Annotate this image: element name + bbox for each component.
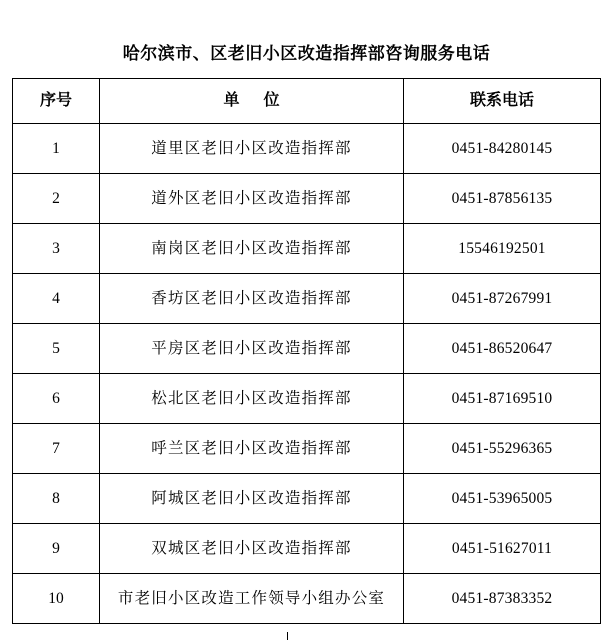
- table-row: [13, 124, 601, 174]
- table-body: [13, 124, 601, 624]
- cell-index: 1: [13, 124, 100, 174]
- cell-index: 10: [13, 574, 100, 624]
- table-row: [13, 274, 601, 324]
- cell-unit: 呼兰区老旧小区改造指挥部: [100, 424, 404, 474]
- cell-tel: 0451-55296365: [404, 424, 601, 474]
- cell-index: 7: [13, 424, 100, 474]
- cell-index: 9: [13, 524, 100, 574]
- cell-tel: 0451-87267991: [404, 274, 601, 324]
- table-row: [13, 574, 601, 624]
- table-header-row: [13, 79, 601, 124]
- table-row: [13, 524, 601, 574]
- cell-unit: 市老旧小区改造工作领导小组办公室: [100, 574, 404, 624]
- cell-index: 5: [13, 324, 100, 374]
- cell-tel: 0451-87856135: [404, 174, 601, 224]
- table-row: [13, 474, 601, 524]
- column-header-unit: 单 位: [100, 79, 404, 124]
- cell-index: 6: [13, 374, 100, 424]
- cell-unit: 道里区老旧小区改造指挥部: [100, 124, 404, 174]
- cell-unit: 香坊区老旧小区改造指挥部: [100, 274, 404, 324]
- cell-unit: 南岗区老旧小区改造指挥部: [100, 224, 404, 274]
- cell-unit: 双城区老旧小区改造指挥部: [100, 524, 404, 574]
- table-row: [13, 424, 601, 474]
- contact-phone-table: [12, 78, 601, 624]
- cell-tel: 15546192501: [404, 224, 601, 274]
- cell-tel: 0451-53965005: [404, 474, 601, 524]
- table-row: [13, 224, 601, 274]
- cell-index: 3: [13, 224, 100, 274]
- cell-index: 4: [13, 274, 100, 324]
- cell-tel: 0451-87383352: [404, 574, 601, 624]
- cell-tel: 0451-86520647: [404, 324, 601, 374]
- cell-unit: 阿城区老旧小区改造指挥部: [100, 474, 404, 524]
- table-row: [13, 324, 601, 374]
- table-bottom-divider: [287, 632, 290, 640]
- cell-tel: 0451-51627011: [404, 524, 601, 574]
- table-row: [13, 174, 601, 224]
- cell-index: 2: [13, 174, 100, 224]
- cell-tel: 0451-84280145: [404, 124, 601, 174]
- column-header-index: 序号: [13, 79, 100, 124]
- cell-index: 8: [13, 474, 100, 524]
- table-row: [13, 374, 601, 424]
- table-header: [13, 79, 601, 124]
- page-title: 哈尔滨市、区老旧小区改造指挥部咨询服务电话: [122, 44, 491, 63]
- cell-tel: 0451-87169510: [404, 374, 601, 424]
- column-header-tel: 联系电话: [404, 79, 601, 124]
- cell-unit: 道外区老旧小区改造指挥部: [100, 174, 404, 224]
- cell-unit: 松北区老旧小区改造指挥部: [100, 374, 404, 424]
- cell-unit: 平房区老旧小区改造指挥部: [100, 324, 404, 374]
